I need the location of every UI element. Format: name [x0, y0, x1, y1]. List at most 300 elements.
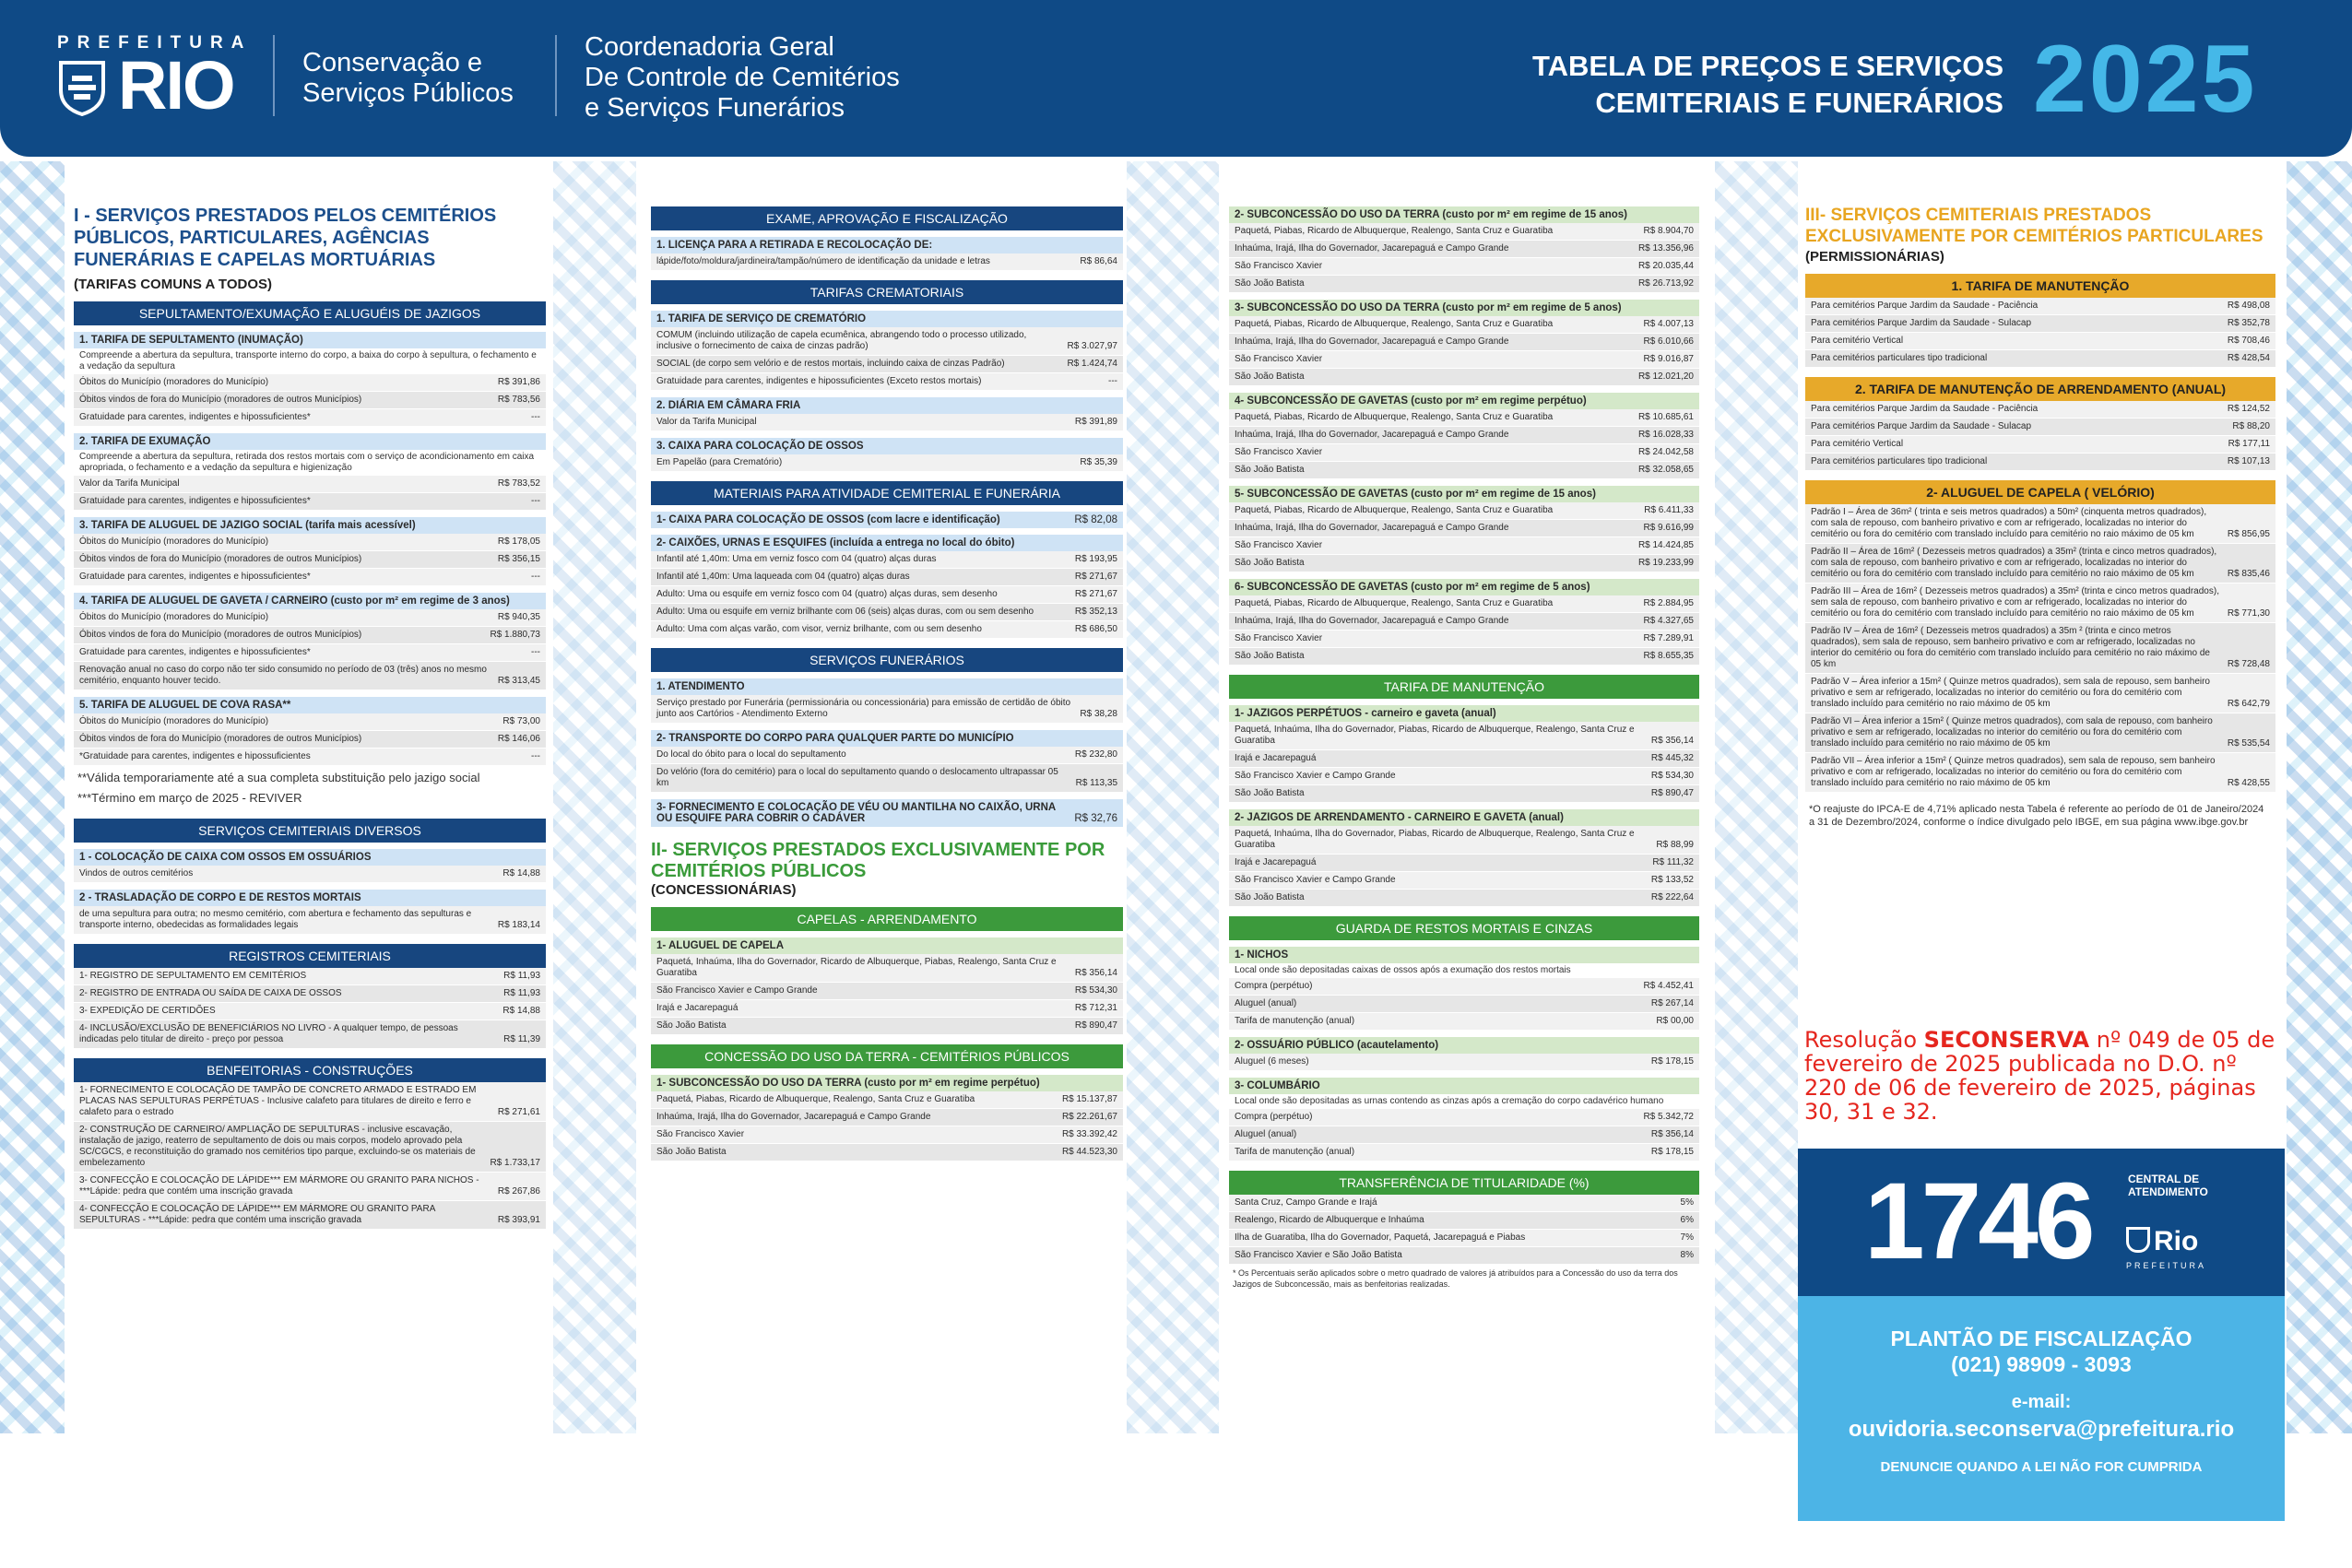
- caixa-ossos-table: [651, 454, 1123, 472]
- aluguel-velorio-table: [1805, 504, 2275, 793]
- prefeitura-small: PREFEITURA: [2126, 1261, 2207, 1270]
- tarifa-exumacao-desc: Compreende a abertura da sepultura, retirada dos restos mortais com o serviço de acondicionamento em caixa apropriada, o fechamento e a vedação da sepultura e higienização: [79, 452, 535, 473]
- table-row: [74, 1201, 546, 1230]
- row-label: Óbitos vindos de fora do Município (moradores de outros Municípios): [79, 554, 362, 564]
- table-row: [74, 1122, 546, 1173]
- row-label: São João Batista: [1235, 788, 1305, 798]
- columbario-desc: Local onde são depositadas as urnas contendo as cinzas após a cremação do corpo cadavérico humano: [1235, 1096, 1664, 1106]
- note-reviver: ***Término em março de 2025 - REVIVER: [77, 791, 302, 805]
- row-label: Paquetá, Inhaúma, Ilha do Governador, Piabas, Ricardo de Albuquerque, Realengo, Santa Cruz e Guaratiba: [1235, 829, 1635, 850]
- row-price: R$ 271,61: [497, 1107, 540, 1117]
- section-1-title: I - SERVIÇOS PRESTADOS PELOS CEMITÉRIOS PÚBLICOS, PARTICULARES, AGÊNCIAS FUNERÁRIAS E CAPELAS MORTUÁRIAS: [74, 206, 497, 270]
- row-price: R$ 1.424,74: [1067, 359, 1117, 369]
- row-label: Padrão VII – Área inferior a 15m² ( Quinze metros quadrados), sem sala de repouso, sem banheiro privativo e com ar refrigerado, localizadas no interior do cemitério ou fora do cemitério com translado incluído para cemitério no raio máximo de 05 km: [1811, 756, 2216, 788]
- logo-rio-text: RIO: [118, 47, 234, 124]
- coord-name: [585, 32, 900, 124]
- subconcessao-2-header: 2- SUBCONCESSÃO DO USO DA TERRA (custo por m² em regime de 15 anos): [1229, 206, 1699, 223]
- central-label-line-2: ATENDIMENTO: [2128, 1185, 2208, 1198]
- row-label: Gratuidade para carentes, indigentes e hipossuficientes*: [79, 412, 311, 422]
- nichos-table: [1229, 978, 1699, 1031]
- jazigo-social-header: 3. TARIFA DE ALUGUEL DE JAZIGO SOCIAL (tarifa mais acessível): [74, 517, 546, 534]
- row-price: R$ 1.880,73: [490, 630, 540, 640]
- row-label: Inhaúma, Irajá, Ilha do Governador, Jacarepaguá e Campo Grande: [1235, 523, 1509, 533]
- table-row: [651, 414, 1123, 431]
- table-row: [74, 1082, 546, 1122]
- row-label: São João Batista: [1235, 892, 1305, 902]
- subconcessao-1-table: [651, 1091, 1123, 1161]
- row-price: 5%: [1680, 1197, 1694, 1208]
- row-price: R$ 783,56: [497, 395, 540, 405]
- caixoes-header: 2- CAIXÕES, URNAS E ESQUIFES (incluída a entrega no local do óbito): [651, 535, 1123, 551]
- row-label: Tarifa de manutenção (anual): [1235, 1147, 1355, 1157]
- row-label: Padrão V – Área inferior a 15m² ( Quinze metros quadrados), sem sala de repouso, sem banheiro privativo e sem ar refrigerado, localizadas no interior do cemitério ou fora do cemitério com translado incluído para cemitério no raio máximo de 05 km: [1811, 677, 2210, 709]
- rio-logo-small: [2126, 1226, 2198, 1257]
- table-row: [1229, 890, 1699, 907]
- row-label: 2- CONSTRUÇÃO DE CARNEIRO/ AMPLIAÇÃO DE SEPULTURAS - inclusive escavação, instalação de jazigo, reaterro de sepultamento de dois ou mais corpos, modelo aprovado pela SC/CGCS, e reconstituição do gramado nos cemitérios tipo parque, excluindo-se os materiais de embelezamento: [79, 1125, 476, 1168]
- row-label: Óbitos do Município (moradores do Município): [79, 377, 269, 387]
- row-price: R$ 783,52: [497, 478, 540, 489]
- table-row: [1229, 1230, 1699, 1247]
- row-price: ---: [531, 751, 540, 761]
- row-price: R$ 124,52: [2227, 404, 2270, 414]
- row-label: Irajá e Jacarepaguá: [1235, 857, 1317, 867]
- tarifa-exumacao-table: [74, 476, 546, 511]
- row-label: 4- INCLUSÃO/EXCLUSÃO DE BENEFICIÁRIOS NO LIVRO - A qualquer tempo, de pessoas indicadas pelo titular de direito - preço por pessoa: [79, 1023, 458, 1044]
- funerarios-bar: SERVIÇOS FUNERÁRIOS: [651, 648, 1123, 672]
- table-row: [1229, 520, 1699, 537]
- row-label: São Francisco Xavier e Campo Grande: [1235, 875, 1396, 885]
- tarifa-sepultamento-table: [74, 374, 546, 427]
- dept-line-1: Conservação e: [302, 48, 483, 77]
- row-price: R$ 32.058,65: [1637, 465, 1694, 475]
- table-row: [1229, 855, 1699, 872]
- row-label: Para cemitérios particulares tipo tradicional: [1811, 353, 1988, 363]
- camara-fria-table: [651, 414, 1123, 431]
- row-price: R$ 428,55: [2227, 778, 2270, 788]
- table-row: [74, 968, 546, 985]
- row-label: Para cemitério Vertical: [1811, 439, 1904, 449]
- header: [0, 0, 2352, 157]
- row-label: Óbitos vindos de fora do Município (moradores de outros Municípios): [79, 395, 362, 405]
- table-row: [651, 1109, 1123, 1126]
- row-price: R$ 9.016,87: [1643, 354, 1694, 364]
- row-label: Padrão II – Área de 16m² ( Dezesseis metros quadrados) a 35m² (trinta e cinco metros quadrados), com sala de repouso, com banheiro privativo e com ar refrigerado, localizadas no interior do cemitério ou fora do cemitério com translado incluído para cemitério no raio máximo de 05 km: [1811, 547, 2217, 579]
- table-row: [74, 392, 546, 409]
- table-row: [1229, 595, 1699, 613]
- table-row: [74, 1173, 546, 1201]
- manutencao-particular-bar: 1. TARIFA DE MANUTENÇÃO: [1805, 274, 2275, 298]
- gavetas-5-table: [1229, 502, 1699, 572]
- row-price: R$ 11,39: [503, 1034, 540, 1044]
- camara-fria-header: 2. DIÁRIA EM CÂMARA FRIA: [651, 397, 1123, 414]
- row-price: R$ 12.021,20: [1637, 371, 1694, 382]
- table-row: [74, 731, 546, 749]
- plantao-box: [1798, 1296, 2285, 1521]
- section-2-subtitle: (CONCESSIONÁRIAS): [651, 882, 797, 898]
- row-price: R$ 6.010,66: [1643, 336, 1694, 347]
- row-label: Óbitos vindos de fora do Município (moradores de outros Municípios): [79, 630, 362, 640]
- table-row: [1229, 996, 1699, 1013]
- row-label: São João Batista: [1235, 558, 1305, 568]
- row-price: R$ 391,86: [497, 377, 540, 387]
- table-row: [651, 454, 1123, 472]
- table-row: [1805, 401, 2275, 419]
- row-price: ---: [1108, 376, 1117, 386]
- row-price: R$ 686,50: [1074, 624, 1117, 634]
- table-row: [74, 713, 546, 731]
- decor-pattern: [553, 161, 636, 1433]
- row-label: de uma sepultura para outra; no mesmo cemitério, com abertura e fechamento das sepulturas e transporte interno, obedecidas as formalidades legais: [79, 909, 472, 930]
- table-row: [1229, 427, 1699, 444]
- row-price: R$ 3.027,97: [1067, 341, 1117, 351]
- row-label: *Gratuidade para carentes, indigentes e hipossuficientes: [79, 751, 311, 761]
- row-price: ---: [531, 496, 540, 506]
- row-price: R$ 146,06: [497, 734, 540, 744]
- table-row: [1805, 584, 2275, 623]
- table-row: [651, 373, 1123, 391]
- table-row: [651, 1091, 1123, 1109]
- row-price: R$ 4.452,41: [1643, 981, 1694, 991]
- table-row: [74, 409, 546, 427]
- row-price: R$ 73,00: [502, 716, 540, 726]
- row-label: COMUM (incluindo utilização de capela ecumênica, abrangendo todo o processo utilizado, inclusive o fornecimento de caixa de cinzas padrão): [656, 330, 1027, 351]
- table-row: [1229, 241, 1699, 258]
- row-price: R$ 534,30: [1650, 771, 1694, 781]
- table-row: [1229, 409, 1699, 427]
- table-row: [651, 356, 1123, 373]
- header-divider: [273, 35, 275, 116]
- table-row: [1229, 1054, 1699, 1071]
- row-label: Inhaúma, Irajá, Ilha do Governador, Jacarepaguá e Campo Grande: [1235, 336, 1509, 347]
- page-title-line-1: TABELA DE PREÇOS E SERVIÇOS: [1531, 50, 2003, 82]
- section-3-title: III- SERVIÇOS CEMITERIAIS PRESTADOS EXCLUSIVAMENTE POR CEMITÉRIOS PARTICULARES: [1805, 206, 2263, 246]
- table-row: [1229, 1144, 1699, 1161]
- tarifa-exumacao-header: 2. TARIFA DE EXUMAÇÃO: [74, 433, 546, 450]
- row-price: R$ 4.327,65: [1643, 616, 1694, 626]
- row-price: R$ 5.342,72: [1643, 1112, 1694, 1122]
- concessao-bar: CONCESSÃO DO USO DA TERRA - CEMITÉRIOS PÚBLICOS: [651, 1044, 1123, 1068]
- row-price: R$ 940,35: [497, 612, 540, 622]
- table-row: [1805, 436, 2275, 454]
- row-label: Adulto: Uma ou esquife em verniz brilhante com 06 (seis) alças duras, com ou sem desenho: [656, 607, 1034, 617]
- row-price: R$ 712,31: [1074, 1003, 1117, 1013]
- row-label: São João Batista: [1235, 371, 1305, 382]
- table-row: [1229, 872, 1699, 890]
- rio-logo-small-text: Rio: [2154, 1226, 2199, 1256]
- row-price: R$ 8.904,70: [1643, 226, 1694, 236]
- row-price: R$ 356,14: [1650, 736, 1694, 746]
- jazigos-perpetuos-table: [1229, 722, 1699, 803]
- row-label: Do velório (fora do cemitério) para o local do sepultamento quando o deslocamento ultrapassar 05 km: [656, 767, 1058, 788]
- row-label: Irajá e Jacarepaguá: [656, 1003, 739, 1013]
- tarifa-sepultamento-header: 1. TARIFA DE SEPULTAMENTO (INUMAÇÃO): [74, 332, 546, 348]
- row-label: Ilha de Guaratiba, Ilha do Governador, Paquetá, Jacarepaguá e Piabas: [1235, 1232, 1526, 1243]
- row-price: R$ 88,20: [2232, 421, 2270, 431]
- row-label: Padrão III – Área de 16m² ( Dezesseis metros quadrados) a 35m² (trinta e cinco metros quadrados), sem sala de repouso, com banheiro privativo e com ar refrigerado, localizadas no interior do cemitério ou fora do cemitério com translado incluído para cemitério no raio máximo de 05 km: [1811, 586, 2219, 619]
- row-price: R$ 1.733,17: [490, 1158, 540, 1168]
- table-row: [651, 569, 1123, 586]
- row-price: R$ 183,14: [497, 920, 540, 930]
- jazigos-arrendamento-header: 2- JAZIGOS DE ARRENDAMENTO - CARNEIRO E GAVETA (anual): [1229, 809, 1699, 826]
- row-price: R$ 8.655,35: [1643, 651, 1694, 661]
- table-row: [1229, 978, 1699, 996]
- table-row: [651, 551, 1123, 569]
- ossuario-publico-table: [1229, 1054, 1699, 1071]
- caixoes-table: [651, 551, 1123, 639]
- row-label: São João Batista: [656, 1020, 727, 1031]
- row-price: R$ 232,80: [1074, 749, 1117, 760]
- row-price: R$ 6.411,33: [1644, 505, 1694, 515]
- table-row: [1229, 316, 1699, 334]
- row-label: Gratuidade para carentes, indigentes e hipossuficientes*: [79, 496, 311, 506]
- table-row: [651, 1018, 1123, 1035]
- row-price: R$ 356,15: [497, 554, 540, 564]
- coord-line-2: De Controle de Cemitérios: [585, 63, 900, 92]
- table-row: [1805, 315, 2275, 333]
- row-price: 8%: [1680, 1250, 1694, 1260]
- table-row: [74, 551, 546, 569]
- table-row: [1229, 1247, 1699, 1265]
- table-row: [1805, 419, 2275, 436]
- row-price: R$ 35,39: [1080, 457, 1117, 467]
- licenca-header: 1. LICENÇA PARA A RETIRADA E RECOLOCAÇÃO DE:: [651, 237, 1123, 253]
- row-label: São Francisco Xavier: [1235, 540, 1323, 550]
- table-row: [651, 1144, 1123, 1161]
- table-row: [74, 534, 546, 551]
- table-row: [1805, 623, 2275, 674]
- row-price: R$ 13.356,96: [1637, 243, 1694, 253]
- arrendamento-particular-table: [1805, 401, 2275, 471]
- table-row: [651, 747, 1123, 764]
- table-row: [651, 621, 1123, 639]
- table-row: [74, 644, 546, 662]
- table-row: [1229, 276, 1699, 293]
- row-price: R$ 271,67: [1074, 589, 1117, 599]
- gavetas-6-table: [1229, 595, 1699, 666]
- veu-price: R$ 32,76: [1074, 813, 1117, 824]
- sepultamento-bar: SEPULTAMENTO/EXUMAÇÃO E ALUGUÉIS DE JAZIGOS: [74, 301, 546, 325]
- table-row: [74, 569, 546, 586]
- decor-pattern: [2287, 161, 2352, 1433]
- row-label: 3- CONFECÇÃO E COLOCAÇÃO DE LÁPIDE*** EM MÁRMORE OU GRANITO PARA NICHOS - ***Lápide: pedra que contém uma inscrição gravada: [79, 1175, 479, 1197]
- row-label: Paquetá, Piabas, Ricardo de Albuquerque, Realengo, Santa Cruz e Guaratiba: [656, 1094, 975, 1104]
- row-label: Realengo, Ricardo de Albuquerque e Inhaúma: [1235, 1215, 1424, 1225]
- row-price: R$ 771,30: [2227, 608, 2270, 619]
- denuncie-text: DENUNCIE QUANDO A LEI NÃO FOR CUMPRIDA: [1880, 1459, 2203, 1475]
- row-price: R$ 14,88: [502, 1006, 540, 1016]
- row-label: Óbitos do Município (moradores do Município): [79, 536, 269, 547]
- central-label: [2128, 1173, 2208, 1198]
- caixa-ossos-header: 3. CAIXA PARA COLOCAÇÃO DE OSSOS: [651, 438, 1123, 454]
- manutencao-particular-table: [1805, 298, 2275, 368]
- row-price: R$ 352,78: [2227, 318, 2270, 328]
- arrendamento-particular-bar: 2. TARIFA DE MANUTENÇÃO DE ARRENDAMENTO (ANUAL): [1805, 377, 2275, 401]
- table-row: [1805, 298, 2275, 315]
- central-1746-box: [1798, 1149, 2285, 1296]
- row-label: Aluguel (anual): [1235, 1129, 1297, 1139]
- row-price: R$ 10.685,61: [1637, 412, 1694, 422]
- row-label: Valor da Tarifa Municipal: [79, 478, 180, 489]
- subconcessao-3-header: 3- SUBCONCESSÃO DO USO DA TERRA (custo por m² em regime de 5 anos): [1229, 300, 1699, 316]
- row-label: Padrão VI – Área inferior a 15m² ( Quinze metros quadrados), com sala de repouso, com banheiro privativo e sem ar refrigerado, localizadas no interior do cemitério ou fora do cemitério com translado incluído para cemitério no raio máximo de 05 km: [1811, 716, 2213, 749]
- row-label: Do local do óbito para o local do sepultamento: [656, 749, 846, 760]
- caixa-lacre-header: [651, 512, 1123, 528]
- row-label: Infantil até 1,40m: Uma em verniz fosco com 04 (quatro) alças duras: [656, 554, 937, 564]
- guarda-bar: GUARDA DE RESTOS MORTAIS E CINZAS: [1229, 916, 1699, 940]
- row-label: 4- CONFECÇÃO E COLOCAÇÃO DE LÁPIDE*** EM MÁRMORE OU GRANITO PARA SEPULTURAS - ***Lápide: pedra que contém uma inscrição gravada: [79, 1204, 435, 1225]
- page-title: [1532, 48, 2003, 122]
- column-1: [74, 205, 546, 1230]
- rio-crest-icon: [55, 57, 109, 116]
- table-row: [1229, 1126, 1699, 1144]
- row-label: Renovação anual no caso do corpo não ter sido consumido no período de 03 (três) anos no mesmo cemitério, enquanto houver tecido.: [79, 665, 487, 686]
- row-label: Inhaúma, Irajá, Ilha do Governador, Jacarepaguá e Campo Grande: [1235, 616, 1509, 626]
- row-label: São Francisco Xavier e Campo Grande: [1235, 771, 1396, 781]
- year-label: 2025: [2033, 26, 2258, 133]
- table-row: [1229, 1195, 1699, 1212]
- row-label: Paquetá, Piabas, Ricardo de Albuquerque, Realengo, Santa Cruz e Guaratiba: [1235, 226, 1554, 236]
- row-price: R$ 133,52: [1650, 875, 1694, 885]
- row-price: R$ 24.042,58: [1637, 447, 1694, 457]
- table-row: [74, 627, 546, 644]
- note-jazigo: **Válida temporariamente até a sua completa substituição pelo jazigo social: [77, 771, 480, 784]
- benfeitorias-table: [74, 1082, 546, 1230]
- gavetas-4-table: [1229, 409, 1699, 479]
- cova-rasa-header: 5. TARIFA DE ALUGUEL DE COVA RASA**: [74, 697, 546, 713]
- table-row: [1229, 1109, 1699, 1126]
- crematorio-header: 1. TARIFA DE SERVIÇO DE CREMATÓRIO: [651, 311, 1123, 327]
- row-price: R$ 14.424,85: [1637, 540, 1694, 550]
- row-label: 1- REGISTRO DE SEPULTAMENTO EM CEMITÉRIOS: [79, 971, 307, 981]
- veu-label: 3- FORNECIMENTO E COLOCAÇÃO DE VÉU OU MANTILHA NO CAIXÃO, URNA OU ESQUIFE PARA COBRIR O CADÁVER: [656, 802, 1056, 824]
- table-row: [1805, 713, 2275, 753]
- registros-table: [74, 968, 546, 1049]
- column-3: [1229, 205, 1699, 1292]
- row-label: Paquetá, Piabas, Ricardo de Albuquerque, Realengo, Santa Cruz e Guaratiba: [1235, 598, 1554, 608]
- row-label: Santa Cruz, Campo Grande e Irajá: [1235, 1197, 1377, 1208]
- table-row: [74, 866, 546, 883]
- table-row: [1229, 1013, 1699, 1031]
- atendimento-header: 1. ATENDIMENTO: [651, 678, 1123, 695]
- row-price: R$ 356,14: [1650, 1129, 1694, 1139]
- materiais-bar: MATERIAIS PARA ATIVIDADE CEMITERIAL E FUNERÁRIA: [651, 481, 1123, 505]
- email-link[interactable]: ouvidoria.seconserva@prefeitura.rio: [1848, 1417, 2235, 1442]
- central-number: 1746: [1864, 1161, 2092, 1282]
- row-label: Inhaúma, Irajá, Ilha do Governador, Jacarepaguá e Campo Grande: [1235, 430, 1509, 440]
- row-price: R$ 16.028,33: [1637, 430, 1694, 440]
- jazigos-arrendamento-table: [1229, 826, 1699, 907]
- veu-header: [651, 799, 1123, 827]
- licenca-table: [651, 253, 1123, 271]
- email-label: e-mail:: [2011, 1392, 2072, 1412]
- row-price: 7%: [1680, 1232, 1694, 1243]
- row-label: Paquetá, Piabas, Ricardo de Albuquerque, Realengo, Santa Cruz e Guaratiba: [1235, 412, 1554, 422]
- row-label: Aluguel (6 meses): [1235, 1056, 1309, 1067]
- row-price: R$ 728,48: [2227, 659, 2270, 669]
- row-price: R$ 267,86: [497, 1186, 540, 1197]
- row-label: lápide/foto/moldura/jardineira/tampão/número de identificação da unidade e letras: [656, 256, 990, 266]
- table-row: [1805, 350, 2275, 368]
- row-price: R$ 642,79: [2227, 699, 2270, 709]
- table-row: [1229, 334, 1699, 351]
- row-price: R$ 271,67: [1074, 572, 1117, 582]
- table-row: [74, 662, 546, 690]
- table-row: [1229, 785, 1699, 803]
- table-row: [1229, 768, 1699, 785]
- table-row: [1229, 258, 1699, 276]
- table-row: [1229, 631, 1699, 648]
- row-price: R$ 356,14: [1074, 968, 1117, 978]
- ossuario-table: [74, 866, 546, 883]
- row-price: R$ 445,32: [1650, 753, 1694, 763]
- row-price: R$ 498,08: [2227, 301, 2270, 311]
- row-label: Paquetá, Piabas, Ricardo de Albuquerque, Realengo, Santa Cruz e Guaratiba: [1235, 505, 1554, 515]
- row-price: R$ 193,95: [1074, 554, 1117, 564]
- decor-pattern: [1127, 161, 1219, 1433]
- gavetas-4-header: 4- SUBCONCESSÃO DE GAVETAS (custo por m² em regime perpétuo): [1229, 393, 1699, 409]
- resolution-part-1: Resolução: [1804, 1027, 1924, 1053]
- decor-pattern: [0, 161, 65, 1433]
- ossuario-header: 1 - COLOCAÇÃO DE CAIXA COM OSSOS EM OSSUÁRIOS: [74, 849, 546, 866]
- table-row: [1229, 369, 1699, 386]
- transporte-header: 2- TRANSPORTE DO CORPO PARA QUALQUER PARTE DO MUNICÍPIO: [651, 730, 1123, 747]
- resolution-part-3: nº 049 de 05 de fevereiro de 2025 publicada no D.O. nº 220 de 06 de fevereiro de 2025, páginas 30, 31 e 32.: [1804, 1027, 2275, 1125]
- row-price: R$ 88,99: [1656, 840, 1694, 850]
- row-price: ---: [531, 412, 540, 422]
- row-price: R$ 7.289,91: [1643, 633, 1694, 643]
- row-label: Infantil até 1,40m: Uma laqueada com 04 (quatro) alças duras: [656, 572, 910, 582]
- table-row: [1805, 753, 2275, 793]
- table-row: [1229, 722, 1699, 750]
- jazigo-social-table: [74, 534, 546, 586]
- row-label: Padrão I – Área de 36m² ( trinta e seis metros quadrados) a 50m² (cinquenta metros quadrados), com sala de repouso, com banheiro privativo e com ar refrigerado, localizadas no interior do cemitério ou fora do cemitério com translado incluído para cemitério no raio máximo de 05 km: [1811, 507, 2207, 539]
- nichos-desc: Local onde são depositadas caixas de ossos após a exumação dos restos mortais: [1235, 965, 1571, 975]
- column-4: [1805, 205, 2275, 831]
- row-label: 1- FORNECIMENTO E COLOCAÇÃO DE TAMPÃO DE CONCRETO ARMADO E ESTRADO EM PLACAS NAS SEPULTURAS PERPÉTUAS - Inclusive calafeto para titulares de direito e ferro e calafeto para o estrado: [79, 1085, 477, 1117]
- benfeitorias-bar: BENFEITORIAS - CONSTRUÇÕES: [74, 1058, 546, 1082]
- row-label: Em Papelão (para Crematório): [656, 457, 783, 467]
- row-price: R$ 20.035,44: [1637, 261, 1694, 271]
- row-price: R$ 86,64: [1080, 256, 1117, 266]
- row-label: Paquetá, Inhaúma, Ilha do Governador, Piabas, Ricardo de Albuquerque, Realengo, Santa Cruz e Guaratiba: [1235, 725, 1635, 746]
- row-label: Para cemitérios particulares tipo tradicional: [1811, 456, 1988, 466]
- row-price: R$ 2.884,95: [1643, 598, 1694, 608]
- row-price: R$ 9.616,99: [1643, 523, 1694, 533]
- subconcessao-2-table: [1229, 223, 1699, 293]
- row-label: São Francisco Xavier: [1235, 633, 1323, 643]
- row-label: SOCIAL (de corpo sem velório e de restos mortais, incluindo caixa de cinzas Padrão): [656, 359, 1005, 369]
- row-price: R$ 178,15: [1650, 1147, 1694, 1157]
- row-label: Adulto: Uma ou esquife em verniz fosco com 04 (quatro) alças duras, sem desenho: [656, 589, 998, 599]
- header-divider: [555, 35, 557, 116]
- row-price: R$ 38,28: [1080, 709, 1117, 719]
- row-label: Valor da Tarifa Municipal: [656, 417, 757, 427]
- dept-line-2: Serviços Públicos: [302, 78, 514, 108]
- table-row: [1229, 462, 1699, 479]
- resolution-part-2: SECONSERVA: [1923, 1027, 2090, 1053]
- plantao-phone[interactable]: (021) 98909 - 3093: [1951, 1352, 2132, 1376]
- row-price: R$ 428,54: [2227, 353, 2270, 363]
- row-price: ---: [531, 572, 540, 582]
- resolution-text: [1804, 1028, 2284, 1124]
- row-label: Óbitos vindos de fora do Município (moradores de outros Municípios): [79, 734, 362, 744]
- crematoriais-bar: TARIFAS CREMATORIAIS: [651, 280, 1123, 304]
- aluguel-capela-header: 1- ALUGUEL DE CAPELA: [651, 937, 1123, 954]
- trasladacao-table: [74, 906, 546, 935]
- row-label: São Francisco Xavier e São João Batista: [1235, 1250, 1402, 1260]
- row-price: R$ 33.392,42: [1061, 1129, 1117, 1139]
- row-label: Paquetá, Piabas, Ricardo de Albuquerque, Realengo, Santa Cruz e Guaratiba: [1235, 319, 1554, 329]
